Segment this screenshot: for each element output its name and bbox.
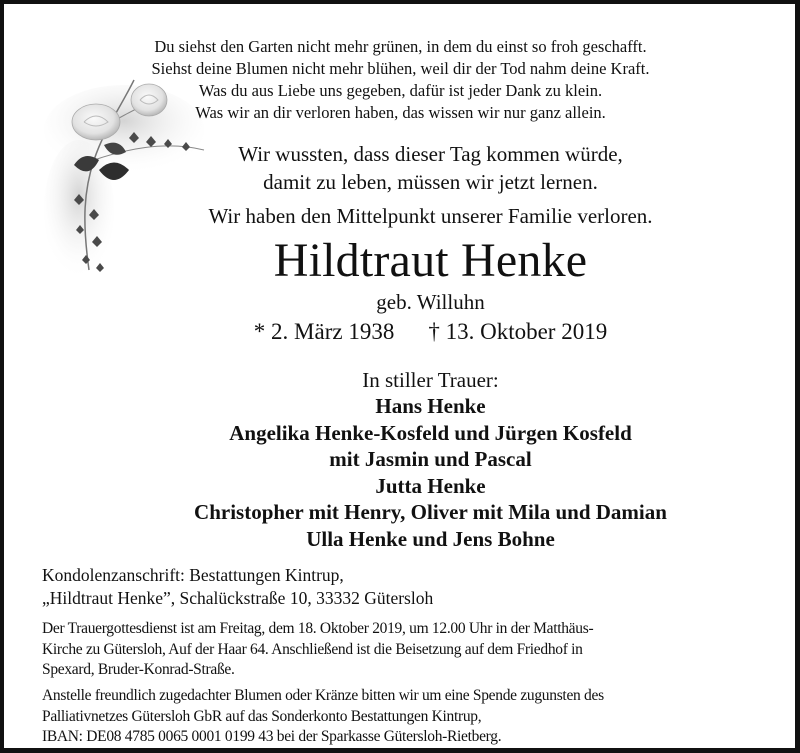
mourning-heading: In stiller Trauer:: [362, 368, 499, 392]
poem-line: Du siehst den Garten nicht mehr grünen, in dem du einst so froh geschafft.: [154, 37, 647, 56]
poem-line: Was du aus Liebe uns gegeben, dafür ist jeder Dank zu klein.: [198, 81, 603, 100]
death-date: † 13. Oktober 2019: [428, 319, 608, 344]
mourner: Christopher mit Henry, Oliver mit Mila und Damian: [194, 500, 667, 524]
intro-line: Wir haben den Mittelpunkt unserer Familie verloren.: [208, 204, 653, 228]
poem-line: Siehst deine Blumen nicht mehr blühen, weil dir der Tod nahm deine Kraft.: [151, 59, 650, 78]
condolence-line: Kondolenzanschrift: Bestattungen Kintrup,: [42, 565, 344, 585]
quote-line: damit zu leben, müssen wir jetzt lernen.: [263, 170, 598, 194]
service-line: Kirche zu Gütersloh, Auf der Haar 64. Anschließend ist die Beisetzung auf dem Friedhof in: [42, 640, 583, 658]
mourner: Ulla Henke und Jens Bohne: [306, 526, 555, 551]
donation-line: IBAN: DE08 4785 0065 0001 0199 43 bei der Sparkasse Gütersloh-Rietberg.: [42, 728, 502, 745]
birth-date: * 2. März 1938: [253, 319, 395, 344]
condolence-line: „Hildtraut Henke”, Schalückstraße 10, 33332 Gütersloh: [42, 588, 434, 608]
condolence-address: [42, 564, 782, 610]
quote: [4, 140, 795, 196]
mourner: Jutta Henke: [375, 473, 486, 498]
obituary-notice: [4, 4, 795, 748]
mourner: mit Jasmin und Pascal: [329, 447, 532, 471]
poem-line: Was wir an dir verloren haben, das wissen wir nur ganz allein.: [195, 103, 606, 122]
deceased-name: Hildtraut Henke: [273, 234, 588, 287]
life-dates: [4, 317, 795, 347]
service-line: Der Trauergottesdienst ist am Freitag, dem 18. Oktober 2019, um 12.00 Uhr in der Matthäus-: [42, 620, 594, 637]
donation-info: [42, 686, 782, 748]
birth-name: geb. Willuhn: [376, 290, 485, 314]
service-info: [42, 619, 782, 681]
quote-line: Wir wussten, dass dieser Tag kommen würde,: [238, 142, 623, 166]
donation-line: Palliativnetzes Gütersloh GbR auf das Sonderkonto Bestattungen Kintrup,: [42, 707, 482, 725]
mourners-list: [4, 393, 795, 552]
mourner: Hans Henke: [375, 394, 486, 418]
service-line: Spexard, Bruder-Konrad-Straße.: [42, 661, 235, 678]
donation-line: Anstelle freundlich zugedachter Blumen oder Kränze bitten wir um eine Spende zugunsten des: [42, 687, 604, 704]
mourner: Angelika Henke-Kosfeld und Jürgen Kosfeld: [229, 420, 632, 445]
poem: [4, 36, 795, 124]
